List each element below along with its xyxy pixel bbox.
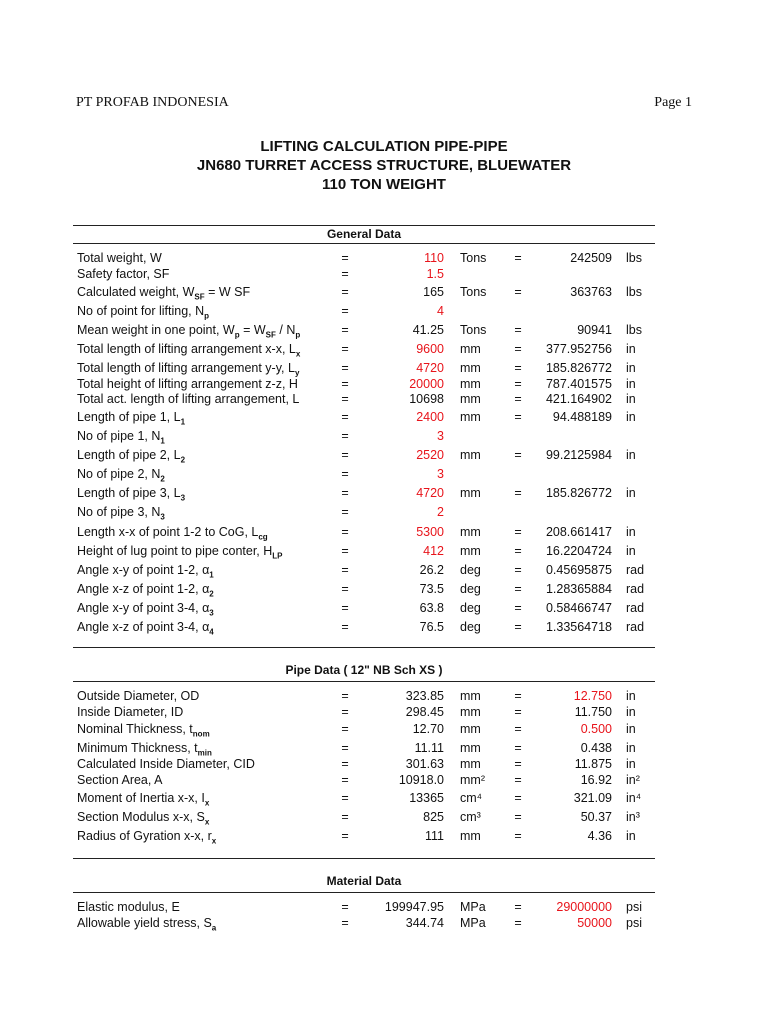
metric-value: 2400 xyxy=(416,410,444,424)
metric-unit: mm xyxy=(460,361,481,375)
section-divider-top xyxy=(73,858,655,859)
metric-unit: cm⁴ xyxy=(460,791,483,805)
metric-unit: mm xyxy=(460,525,481,539)
equals-sign: = xyxy=(514,285,522,299)
metric-value: 4 xyxy=(437,304,444,318)
label-text: Calculated weight, W xyxy=(77,285,195,299)
equals-sign: = xyxy=(341,741,349,755)
label-text: No of pipe 3, N xyxy=(77,505,161,519)
metric-value: 323.85 xyxy=(405,689,444,703)
label-text: Angle x-y of point 1-2, α xyxy=(77,563,210,577)
row-label xyxy=(77,544,283,561)
section-divider-bottom xyxy=(73,681,655,682)
imperial-value: 4.36 xyxy=(587,829,612,843)
metric-unit: mm xyxy=(460,689,481,703)
metric-value: 41.25 xyxy=(412,323,444,337)
metric-unit: mm xyxy=(460,705,481,719)
label-text: Angle x-y of point 3-4, α xyxy=(77,601,210,615)
row-label xyxy=(77,829,216,846)
label-subscript: p xyxy=(204,311,210,321)
equals-sign: = xyxy=(514,582,522,596)
label-text: = W xyxy=(239,323,266,337)
equals-sign: = xyxy=(514,323,522,337)
label-subscript: x xyxy=(295,349,301,359)
metric-value: 13365 xyxy=(409,791,444,805)
equals-sign: = xyxy=(341,705,349,719)
metric-unit: mm xyxy=(460,486,481,500)
label-text: Inside Diameter, ID xyxy=(77,705,184,719)
label-text: Radius of Gyration x-x, r xyxy=(77,829,212,843)
label-subscript: 3 xyxy=(160,512,165,522)
metric-value: 3 xyxy=(437,429,444,443)
label-text: Minimum Thickness, t xyxy=(77,741,198,755)
equals-sign: = xyxy=(341,251,349,265)
imperial-value: 363763 xyxy=(570,285,612,299)
equals-sign: = xyxy=(514,773,522,787)
metric-value: 10918.0 xyxy=(398,773,444,787)
imperial-value: 16.92 xyxy=(580,773,612,787)
row-label xyxy=(77,689,199,703)
equals-sign: = xyxy=(514,722,522,736)
equals-sign: = xyxy=(514,620,522,634)
row-label xyxy=(77,582,214,599)
imperial-unit: in xyxy=(626,377,636,391)
imperial-value: 185.826772 xyxy=(545,361,612,375)
metric-value: 412 xyxy=(423,544,444,558)
label-text: Angle x-z of point 3-4, α xyxy=(77,620,210,634)
label-text: Elastic modulus, E xyxy=(77,900,180,914)
imperial-value: 94.488189 xyxy=(552,410,612,424)
row-label xyxy=(77,285,250,302)
equals-sign: = xyxy=(341,689,349,703)
metric-value: 165 xyxy=(423,285,444,299)
metric-unit: deg xyxy=(460,601,481,615)
imperial-unit: in xyxy=(626,689,636,703)
equals-sign: = xyxy=(514,791,522,805)
label-text: Calculated Inside Diameter, CID xyxy=(77,757,255,771)
imperial-unit: in xyxy=(626,361,636,375)
equals-sign: = xyxy=(341,285,349,299)
imperial-unit: in xyxy=(626,757,636,771)
row-label xyxy=(77,467,165,484)
row-label xyxy=(77,705,183,719)
row-label xyxy=(77,342,300,359)
equals-sign: = xyxy=(341,486,349,500)
metric-value: 2 xyxy=(437,505,444,519)
imperial-value: 208.661417 xyxy=(545,525,612,539)
row-label xyxy=(77,392,299,406)
equals-sign: = xyxy=(514,741,522,755)
equals-sign: = xyxy=(514,829,522,843)
label-text: Outside Diameter, OD xyxy=(77,689,200,703)
imperial-unit: lbs xyxy=(626,323,642,337)
row-label xyxy=(77,525,268,542)
row-label xyxy=(77,304,209,321)
equals-sign: = xyxy=(514,392,522,406)
label-text: No of pipe 2, N xyxy=(77,467,161,481)
metric-value: 11.11 xyxy=(414,741,444,755)
label-subscript: p xyxy=(234,330,240,340)
metric-unit: deg xyxy=(460,563,481,577)
equals-sign: = xyxy=(341,582,349,596)
equals-sign: = xyxy=(514,810,522,824)
row-label xyxy=(77,900,180,914)
equals-sign: = xyxy=(341,563,349,577)
equals-sign: = xyxy=(341,601,349,615)
document-title: LIFTING CALCULATION PIPE-PIPE xyxy=(260,138,508,155)
equals-sign: = xyxy=(341,304,349,318)
imperial-value: 99.2125984 xyxy=(545,448,612,462)
imperial-value: 16.2204724 xyxy=(545,544,612,558)
metric-value: 4720 xyxy=(416,361,444,375)
imperial-value: 29000000 xyxy=(556,900,612,914)
imperial-unit: in xyxy=(626,392,636,406)
section-divider-bottom xyxy=(73,243,655,244)
imperial-value: 1.33564718 xyxy=(545,620,612,634)
equals-sign: = xyxy=(341,791,349,805)
metric-unit: deg xyxy=(460,582,481,596)
equals-sign: = xyxy=(514,486,522,500)
imperial-unit: in xyxy=(626,741,636,755)
metric-unit: mm xyxy=(460,377,481,391)
imperial-unit: in xyxy=(626,486,636,500)
label-text: / N xyxy=(275,323,296,337)
equals-sign: = xyxy=(341,916,349,930)
row-label xyxy=(77,377,298,391)
imperial-unit: in⁴ xyxy=(626,791,642,805)
label-subscript: 2 xyxy=(180,455,186,465)
imperial-unit: rad xyxy=(626,620,645,634)
equals-sign: = xyxy=(341,410,349,424)
metric-value: 301.63 xyxy=(405,757,444,771)
row-label xyxy=(77,741,212,758)
metric-unit: MPa xyxy=(460,916,486,930)
imperial-unit: in xyxy=(626,829,636,843)
label-text: Total height of lifting arrangement z-z, H xyxy=(77,377,298,391)
metric-value: 298.45 xyxy=(405,705,444,719)
label-text: No of pipe 1, N xyxy=(77,429,161,443)
imperial-value: 50000 xyxy=(577,916,612,930)
imperial-value: 1.28365884 xyxy=(545,582,612,596)
label-subscript: y xyxy=(294,368,300,378)
imperial-value: 12.750 xyxy=(573,689,612,703)
label-subscript: x xyxy=(211,836,217,846)
label-text: Mean weight in one point, W xyxy=(77,323,235,337)
label-text: Height of lug point to pipe conter, H xyxy=(77,544,273,558)
label-text: Length x-x of point 1-2 to CoG, L xyxy=(77,525,259,539)
metric-value: 199947.95 xyxy=(384,900,444,914)
row-label xyxy=(77,601,214,618)
label-subscript: x xyxy=(204,817,210,827)
equals-sign: = xyxy=(341,757,349,771)
label-subscript: SF xyxy=(265,330,276,340)
row-label xyxy=(77,361,299,378)
label-subscript: a xyxy=(211,923,217,933)
equals-sign: = xyxy=(341,392,349,406)
metric-value: 1.5 xyxy=(426,267,444,281)
metric-unit: mm xyxy=(460,829,481,843)
equals-sign: = xyxy=(514,448,522,462)
row-label xyxy=(77,505,165,522)
equals-sign: = xyxy=(514,563,522,577)
label-subscript: 3 xyxy=(180,493,186,503)
metric-value: 5300 xyxy=(416,525,444,539)
imperial-unit: lbs xyxy=(626,285,642,299)
metric-unit: deg xyxy=(460,620,481,634)
imperial-unit: lbs xyxy=(626,251,642,265)
metric-value: 26.2 xyxy=(419,563,444,577)
equals-sign: = xyxy=(341,323,349,337)
equals-sign: = xyxy=(341,620,349,634)
section-title: Material Data xyxy=(326,874,402,888)
imperial-unit: rad xyxy=(626,601,645,615)
imperial-unit: in xyxy=(626,705,636,719)
label-subscript: cg xyxy=(258,532,268,542)
equals-sign: = xyxy=(341,361,349,375)
equals-sign: = xyxy=(341,505,349,519)
equals-sign: = xyxy=(341,429,349,443)
imperial-unit: rad xyxy=(626,563,645,577)
metric-value: 3 xyxy=(437,467,444,481)
equals-sign: = xyxy=(514,410,522,424)
metric-unit: mm xyxy=(460,722,481,736)
metric-value: 110 xyxy=(424,251,444,265)
metric-unit: mm xyxy=(460,392,481,406)
row-label xyxy=(77,563,214,580)
imperial-unit: psi xyxy=(626,916,642,930)
label-subscript: p xyxy=(295,330,301,340)
equals-sign: = xyxy=(514,705,522,719)
label-text: Allowable yield stress, S xyxy=(77,916,212,930)
metric-value: 111 xyxy=(424,829,444,843)
imperial-value: 377.952756 xyxy=(545,342,612,356)
equals-sign: = xyxy=(514,544,522,558)
imperial-unit: in xyxy=(626,410,636,424)
imperial-value: 185.826772 xyxy=(545,486,612,500)
label-text: No of point for lifting, N xyxy=(77,304,205,318)
row-label xyxy=(77,620,214,637)
label-subscript: 1 xyxy=(209,570,214,580)
label-text: Moment of Inertia x-x, I xyxy=(77,791,205,805)
row-label xyxy=(77,810,209,827)
label-subscript: 2 xyxy=(160,474,165,484)
equals-sign: = xyxy=(514,916,522,930)
metric-value: 344.74 xyxy=(405,916,444,930)
metric-value: 825 xyxy=(423,810,444,824)
label-subscript: SF xyxy=(194,292,205,302)
metric-unit: mm xyxy=(460,741,481,755)
metric-value: 76.5 xyxy=(419,620,444,634)
imperial-unit: in xyxy=(626,448,636,462)
metric-unit: Tons xyxy=(460,323,487,337)
metric-value: 63.8 xyxy=(419,601,444,615)
metric-value: 12.70 xyxy=(412,722,444,736)
imperial-value: 321.09 xyxy=(573,791,612,805)
document-subtitle-weight: 110 TON WEIGHT xyxy=(322,176,446,193)
page-number: Page 1 xyxy=(654,95,692,110)
label-text: Length of pipe 1, L xyxy=(77,410,181,424)
row-label xyxy=(77,323,300,340)
equals-sign: = xyxy=(341,377,349,391)
label-subscript: min xyxy=(197,748,212,758)
label-text: Total length of lifting arrangement y-y, L xyxy=(77,361,295,375)
label-text: Section Modulus x-x, S xyxy=(77,810,205,824)
row-label xyxy=(77,267,169,281)
metric-unit: Tons xyxy=(460,251,487,265)
row-label xyxy=(77,722,210,739)
label-text: Total length of lifting arrangement x-x, L xyxy=(77,342,296,356)
equals-sign: = xyxy=(341,773,349,787)
label-text: Safety factor, SF xyxy=(77,267,170,281)
equals-sign: = xyxy=(341,467,349,481)
imperial-unit: psi xyxy=(626,900,642,914)
imperial-value: 242509 xyxy=(570,251,612,265)
imperial-unit: in xyxy=(626,342,636,356)
company-name: PT PROFAB INDONESIA xyxy=(76,95,229,110)
row-label xyxy=(77,916,216,933)
imperial-value: 11.875 xyxy=(574,757,612,771)
imperial-unit: in xyxy=(626,722,636,736)
equals-sign: = xyxy=(514,251,522,265)
label-subscript: LP xyxy=(272,551,283,561)
equals-sign: = xyxy=(341,829,349,843)
imperial-unit: in xyxy=(626,525,636,539)
equals-sign: = xyxy=(514,377,522,391)
metric-unit: mm xyxy=(460,410,481,424)
label-text: Total act. length of lifting arrangement, L xyxy=(77,392,300,406)
row-label xyxy=(77,486,185,503)
label-text: Section Area, A xyxy=(77,773,163,787)
equals-sign: = xyxy=(514,689,522,703)
metric-unit: MPa xyxy=(460,900,486,914)
label-text: Length of pipe 2, L xyxy=(77,448,181,462)
section-divider-top xyxy=(73,225,655,226)
imperial-unit: rad xyxy=(626,582,645,596)
equals-sign: = xyxy=(341,810,349,824)
imperial-unit: in² xyxy=(626,773,640,787)
label-subscript: nom xyxy=(192,729,210,739)
metric-value: 4720 xyxy=(416,486,444,500)
imperial-value: 0.438 xyxy=(580,741,612,755)
label-text: Length of pipe 3, L xyxy=(77,486,181,500)
row-label xyxy=(77,251,162,265)
equals-sign: = xyxy=(341,267,349,281)
imperial-value: 90941 xyxy=(577,323,612,337)
metric-value: 20000 xyxy=(409,377,444,391)
section-title: General Data xyxy=(326,227,402,241)
metric-value: 73.5 xyxy=(419,582,444,596)
label-subscript: 3 xyxy=(209,608,214,618)
label-text: Nominal Thickness, t xyxy=(77,722,193,736)
equals-sign: = xyxy=(341,525,349,539)
imperial-value: 0.500 xyxy=(580,722,612,736)
section-title: Pipe Data ( 12" NB Sch XS ) xyxy=(285,663,443,677)
metric-value: 10698 xyxy=(409,392,444,406)
row-label xyxy=(77,791,209,808)
label-text: = W SF xyxy=(204,285,251,299)
equals-sign: = xyxy=(514,757,522,771)
imperial-value: 421.164902 xyxy=(545,392,612,406)
metric-value: 2520 xyxy=(416,448,444,462)
metric-unit: mm xyxy=(460,544,481,558)
document-subtitle-project: JN680 TURRET ACCESS STRUCTURE, BLUEWATER xyxy=(196,157,572,174)
imperial-unit: in xyxy=(626,544,636,558)
metric-unit: cm³ xyxy=(460,810,481,824)
equals-sign: = xyxy=(514,601,522,615)
label-subscript: 2 xyxy=(209,589,214,599)
row-label xyxy=(77,757,255,771)
row-label xyxy=(77,429,165,446)
label-subscript: 1 xyxy=(160,436,165,446)
equals-sign: = xyxy=(341,722,349,736)
label-text: Angle x-z of point 1-2, α xyxy=(77,582,210,596)
equals-sign: = xyxy=(341,448,349,462)
label-subscript: x xyxy=(204,798,210,808)
row-label xyxy=(77,410,185,427)
equals-sign: = xyxy=(514,900,522,914)
section-divider-bottom xyxy=(73,892,655,893)
imperial-value: 0.58466747 xyxy=(545,601,612,615)
imperial-value: 787.401575 xyxy=(545,377,612,391)
imperial-value: 11.750 xyxy=(574,705,612,719)
label-subscript: 4 xyxy=(209,627,214,637)
equals-sign: = xyxy=(341,544,349,558)
equals-sign: = xyxy=(341,900,349,914)
metric-value: 9600 xyxy=(416,342,444,356)
equals-sign: = xyxy=(514,525,522,539)
imperial-unit: in³ xyxy=(626,810,640,824)
row-label xyxy=(77,448,185,465)
section-divider-top xyxy=(73,647,655,648)
imperial-value: 50.37 xyxy=(580,810,612,824)
metric-unit: mm² xyxy=(460,773,485,787)
equals-sign: = xyxy=(341,342,349,356)
equals-sign: = xyxy=(514,342,522,356)
label-text: Total weight, W xyxy=(77,251,162,265)
row-label xyxy=(77,773,162,787)
metric-unit: mm xyxy=(460,448,481,462)
label-subscript: 1 xyxy=(180,417,186,427)
metric-unit: Tons xyxy=(460,285,487,299)
metric-unit: mm xyxy=(460,757,481,771)
imperial-value: 0.45695875 xyxy=(545,563,612,577)
equals-sign: = xyxy=(514,361,522,375)
metric-unit: mm xyxy=(460,342,481,356)
